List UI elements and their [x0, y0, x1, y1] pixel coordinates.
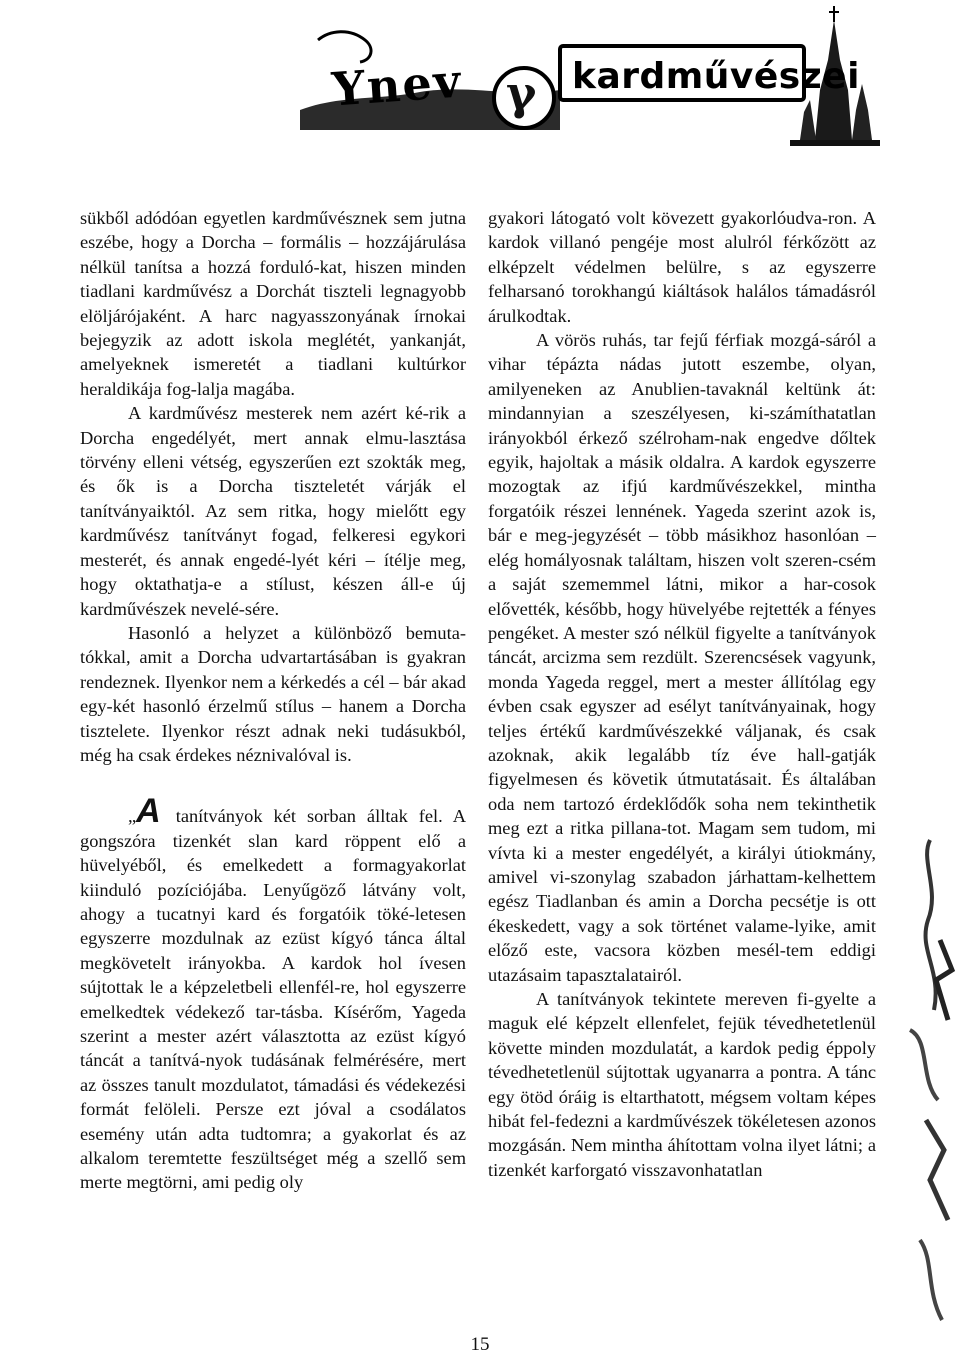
opening-quote: „: [128, 806, 137, 827]
side-ornament-figure: [890, 820, 956, 1340]
left-paragraph-1: sükből adódóan egyetlen kardművésznek sem jutna eszébe, hogy a Dorcha – formális – hozzájárulása nélkül tanítsa a hozzá forduló-kat, hiszen minden tiadlani kardművész a Dorchát tiszteli legnagyobb elöljárójaként. A harc nagyasszonyának írnokai bejegyzik az adott iskola meglétét, yankanját, amelyeknek ismeretét a tiadlani kultúrkor heraldikája fog-lalja magába.: [80, 208, 466, 399]
left-paragraph-4: [80, 792, 466, 1195]
right-paragraph-1: gyakori látogató volt kövezett gyakorlóudva-ron. A kardok villanó pengéje most alulról férkőzött az elképzelt védelmen belülre, s az egyszerre felharsanó torokhangú kiáltások halálos támadásról árulkodtak.: [488, 208, 876, 326]
left-paragraph-3: Hasonló a helyzet a különböző bemuta-tókkal, amit a Dorcha udvartartásában is gyakran rendeznek. Ilyenkor nem a kérkedés a cél – bár akad egy-két hasonló érzelmű stílus – hanem a Dorcha tisztelete. Ilyenkor részt adnak neki tudásukból, még ha csak érdekes néznivalóval is.: [80, 622, 467, 765]
left-paragraph-4-text: tanítványok két sorban álltak fel. A gongszóra tizenkét slan kard röppent elő a hüvelyéből, és emelkedett a formagyakorlat kiinduló pozíciójába. Lenyűgöző látvány volt, ahogy a tucatnyi kard és forgatóik töké-letesen egyszerre mozdulnak az ezüst kígyó tánca által megkövetelt irányokba. A kardok hol ívesen sújtottak le a képzeletbeli ellenfél-re, hol egyszerre emelkedtek védekező tar-tásba. Kísérőm, Yageda szerint a mester azért választotta az ezüst kígyó táncát a tanítvá-nyok tudásának felmérésére, mert az összes tanult mozdulatot, támadási és védekezési formát felöleli. Persze ezt jóval a csodálatos esemény után adta tudtomra; a gyakorlat és az alkalom teremtette feszültséget még a szellő sem merte megtörni, ami pedig oly: [80, 806, 466, 1193]
banner-title: kardművészei: [572, 56, 860, 97]
page-number: 15: [470, 1334, 490, 1355]
logo-emblem-glyph: γ: [506, 66, 537, 120]
left-paragraph-2: A kardművész mesterek nem azért ké-rik a Dorcha engedélyét, mert annak elmu-lasztása törvény elleni vétség, egyszerűen ezt szokták meg, és ők is a Dorcha tiszteletét várják el tanítványaiktól. Az sem ritka, hogy mielőtt egy kardművész tanítványt fogad, felkeresi egykori mesterét, és annak engedé-lyét kéri – ítélje meg, hogy oktathatja-e a stílust, készen áll-e új kardművészek nevelé-sére.: [80, 403, 466, 619]
drop-cap: A: [136, 792, 161, 831]
header-banner: [0, 0, 960, 150]
left-column: [80, 206, 466, 1195]
right-paragraph-2: A vörös ruhás, tar fejű férfiak mozgá-sáról a vihar tépázta nádas jutott eszembe, olyan, amilyeneken az Anublien-tavaknál keltünk át: mindannyian a szeszélyesen, ki-számíthatatlan irányokból érkező szélroham-nak engedve dőltek egyik, hajoltak a másik oldalra. A kardok egyszerre mozogtak az ifjú kardművészekkel, mintha forgatóik részei lennének. Yageda szerint azok is, bár e meg-jegyzését – több másikhoz hasonlóan – elég homályosnak találtam, hiszen volt szeren-csém a saját szememmel látni, mikor a har-cosok elővették, később, hogy hüvelyébe rejtették a fényes pengéket. A mester szó nélkül figyelte a tanítványok táncát, arcizma sem rezdült. Szerencsések vagyunk, monda Yageda reggel, mert a mester állítólag egy évben csak egyszer ad esélyt tanítványainak, hogy teljes értékű kardművészekké váljanak, és csak azoknak, akik legalább tíz éve hall-gatják figyelmesen és követik útmutatásait. És általában oda nem tartozó érdeklődők soha nem tekinthetik meg ezt a ritka pillana-tot. Magam sem tudom, mi vívta ki a mester engedélyét, a királyi útiokmány, amivel vi-szonylag szabadon járhattam-kelhettem egész Tiadlanban és amin a Dorcha pecsétje is ott ékeskedett, vagy a sok történet valame-lyike, amit előző este, vacsora közben mesél-tem eddigi utazásaim tapasztalatairól.: [488, 330, 876, 985]
right-column: [488, 206, 876, 1182]
logo-wordmark: Ynev: [330, 53, 465, 117]
right-paragraph-3: A tanítványok tekintete mereven fi-gyelte a maguk elé képzelt ellenfelet, fejük tévedhetetlenül követte minden mozdulatát, a kardok pedig éppoly tévedhetetlenül sújtottak ugyanarra a pontra. A tánc egy ötöd óráig is eltarthatott, mégsem voltam képes hibát fel-fedezni a kardművészek tökéletesen azonos mozgásán. Nem mintha áhítottam volna ilyet látni; a tizenkét karforgató visszavonhatatlan: [488, 989, 876, 1180]
